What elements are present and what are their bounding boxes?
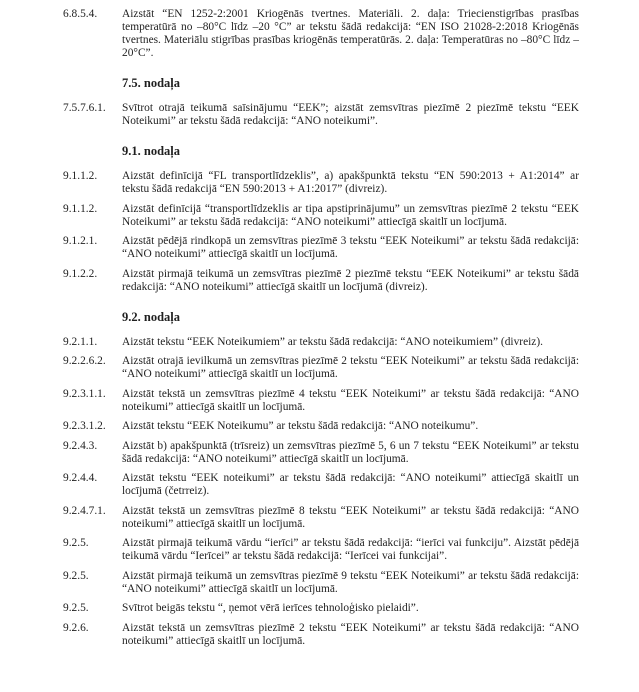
item-text: Aizstāt tekstu “EEK noteikumi” ar tekstu šādā redakcijā: “ANO noteikumi” attiecīgā skaitlī un locījumā (četrreiz).	[122, 472, 579, 497]
item-text: Aizstāt pēdējā rindkopā un zemsvītras piezīmē 3 tekstu “EEK Noteikumi” ar tekstu šādā redakcijā: “ANO noteikumi” attiecīgā skaitlī un locījumā.	[122, 235, 579, 260]
item-text: Aizstāt pirmajā teikumā vārdu “ierīci” ar tekstu šādā redakcijā: “ierīci vai funkciju”. Aizstāt pēdējā teikumā vārdu “Ierīcei” ar tekstu šādā redakcijā: “Ierīcei vai funkcijai”.	[122, 537, 579, 562]
section-heading: 9.2. nodaļa	[122, 309, 181, 324]
item-number: 9.2.5.	[63, 602, 89, 614]
list-item	[63, 102, 579, 128]
list-item	[63, 505, 579, 531]
list-item	[63, 570, 579, 596]
list-item	[63, 355, 579, 381]
list-item	[63, 622, 579, 648]
item-number: 6.8.5.4.	[63, 8, 98, 20]
item-number: 9.2.5.	[63, 537, 89, 549]
section-heading: 9.1. nodaļa	[122, 144, 181, 158]
list-item	[63, 472, 579, 498]
item-text: Aizstāt definīcijā “FL transportlīdzeklis”, a) apakšpunktā tekstu “EN 590:2013 + A1:2014” ar tekstu šādā redakcijā “EN 590:2013 + A1:2017” (divreiz).	[122, 170, 579, 195]
item-number: 9.2.1.1.	[63, 335, 98, 348]
item-text: Aizstāt definīcijā “transportlīdzeklis ar tipa apstiprinājumu” un zemsvītras piezīmē 2 tekstu “EEK Noteikumi” ar tekstu šādā redakcijā: “ANO noteikumi” attiecīgā skaitlī un locījumā.	[122, 202, 579, 228]
item-number: 9.2.4.7.1.	[63, 504, 106, 517]
item-text: Aizstāt pirmajā teikumā un zemsvītras piezīmē 9 tekstu “EEK Noteikumi” ar tekstu šādā redakcijā: “ANO noteikumi” attiecīgā skaitlī un locījumā.	[122, 569, 579, 595]
item-text: Aizstāt pirmajā teikumā un zemsvītras piezīmē 2 piezīmē tekstu “EEK Noteikumi” ar tekstu šādā redakcijā: “ANO noteikumi” attiecīgā skaitlī un locījumā (divreiz).	[122, 267, 579, 293]
item-text: Aizstāt “EN 1252-2:2001 Kriogēnās tvertnes. Materiāli. 2. daļa: Triecienstigrības prasības temperatūrā no –80°C līdz –20 °C” ar tekstu šādā redakcijā: “EN ISO 21028-2:2018 Kriogēnās tvertnes. Materiālu stigrības prasības kriogēnās temperatūrās. 2. daļa: Temperatūras no –80°C līdz –20°C”.	[122, 8, 579, 59]
list-item	[63, 336, 579, 349]
list-item	[63, 170, 579, 196]
item-text: Svītrot beigās tekstu “, ņemot vērā ierīces tehnoloģisko pielaidi”.	[122, 602, 419, 614]
item-text: Aizstāt tekstu “EEK Noteikumiem” ar tekstu šādā redakcijā: “ANO noteikumiem” (divreiz).	[122, 335, 543, 348]
item-text: Aizstāt tekstā un zemsvītras piezīmē 8 tekstu “EEK Noteikumi” ar tekstu šādā redakcijā: “ANO noteikumi” attiecīgā skaitlī un locījumā.	[122, 504, 579, 530]
item-text: Svītrot otrajā teikumā saīsinājumu “EEK”; aizstāt zemsvītras piezīmē 2 piezīmē tekstu “EEK Noteikumi” ar tekstu šādā redakcijā: “ANO noteikumi”.	[122, 102, 579, 127]
item-text: Aizstāt otrajā ievilkumā un zemsvītras piezīmē 2 tekstu “EEK Noteikumi” ar tekstu šādā redakcijā: “ANO noteikumi” attiecīgā skaitlī un locījumā.	[122, 355, 579, 380]
item-number: 9.2.4.3.	[63, 439, 98, 452]
list-item	[63, 235, 579, 261]
list-item	[63, 388, 579, 414]
item-number: 9.2.5.	[63, 569, 89, 582]
list-item	[63, 602, 579, 615]
item-text: Aizstāt b) apakšpunktā (trīsreiz) un zemsvītras piezīmē 5, 6 un 7 tekstu “EEK Noteikumi” ar tekstu šādā redakcijā: “ANO noteikumi” attiecīgā skaitlī un locījumā.	[122, 439, 579, 465]
item-number: 9.2.4.4.	[63, 472, 98, 484]
item-text: Aizstāt tekstu “EEK Noteikumu” ar tekstu šādā redakcijā: “ANO noteikumu”.	[122, 420, 479, 432]
item-number: 9.1.1.2.	[63, 170, 98, 182]
item-number: 9.2.3.1.1.	[63, 387, 106, 400]
section-heading: 7.5. nodaļa	[122, 76, 181, 90]
item-number: 9.2.3.1.2.	[63, 420, 106, 432]
item-number: 9.1.2.2.	[63, 267, 98, 280]
item-text: Aizstāt tekstā un zemsvītras piezīmē 4 tekstu “EEK Noteikumi” ar tekstu šādā redakcijā: “ANO noteikumi” attiecīgā skaitlī un locījumā.	[122, 387, 579, 413]
item-number: 9.1.1.2.	[63, 202, 98, 215]
item-number: 9.2.6.	[63, 621, 89, 634]
item-number: 9.1.2.1.	[63, 235, 98, 247]
list-item	[63, 420, 579, 433]
item-number: 9.2.2.6.2.	[63, 355, 106, 367]
list-item	[63, 537, 579, 563]
list-item	[63, 440, 579, 466]
list-item	[63, 8, 579, 60]
list-item	[63, 268, 579, 294]
item-number: 7.5.7.6.1.	[63, 102, 106, 114]
list-item	[63, 203, 579, 229]
item-text: Aizstāt tekstā un zemsvītras piezīmē 2 tekstu “EEK Noteikumi” ar tekstu šādā redakcijā: “ANO noteikumi” attiecīgā skaitlī un locījumā.	[122, 621, 579, 647]
